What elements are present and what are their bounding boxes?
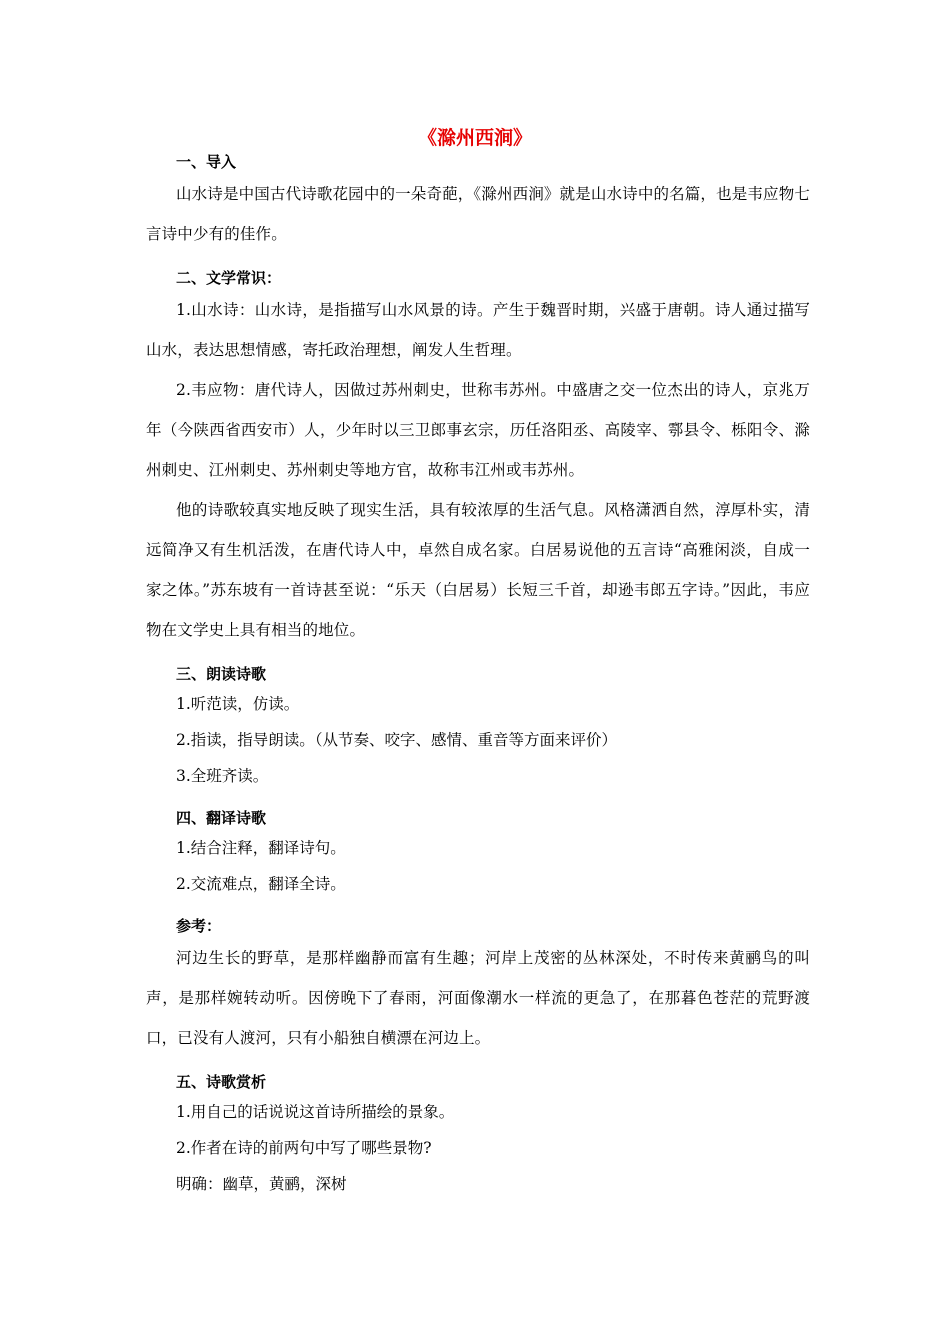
paragraph-intro: 山水诗是中国古代诗歌花园中的一朵奇葩，《滁州西涧》就是山水诗中的名篇，也是韦应物七言诗中少有的佳作。 (146, 185, 810, 243)
list-item: 1.用自己的话说说这首诗所描绘的景象。 (176, 1103, 455, 1121)
section-heading-literature: 二、文学常识： (176, 269, 282, 287)
list-item: 2.作者在诗的前两句中写了哪些景物? (176, 1139, 432, 1157)
section-heading-intro: 一、导入 (176, 153, 237, 171)
paragraph-reference: 河边生长的野草，是那样幽静而富有生趣；河岸上茂密的丛林深处，不时传来黄鹂鸟的叫声，是那样婉转动听。因傍晚下了春雨，河面像潮水一样流的更急了，在那暮色苍茫的荒野渡口，已没有人渡河，只有小船独自横漂在河边上。 (146, 949, 810, 1047)
section-heading-translation: 四、翻译诗歌 (176, 809, 267, 827)
reference-heading: 参考： (176, 917, 222, 935)
list-item: 1.结合注释，翻译诗句。 (176, 839, 346, 857)
list-item: 2.指读，指导朗读。（从节奏、咬字、感情、重音等方面来评价） (176, 731, 618, 749)
section-heading-appreciation: 五、诗歌赏析 (176, 1073, 267, 1091)
list-item: 明确：幽草，黄鹂，深树 (176, 1175, 347, 1193)
list-item: 3.全班齐读。 (176, 767, 269, 785)
section-heading-reading: 三、朗读诗歌 (176, 665, 267, 683)
list-item: 1.听范读，仿读。 (176, 695, 300, 713)
paragraph-poetry-style: 他的诗歌较真实地反映了现实生活，具有较浓厚的生活气息。风格潇洒自然，淳厚朴实，清远简净又有生机活泼，在唐代诗人中，卓然自成名家。白居易说他的五言诗“高雅闲淡，自成一家之体。”苏东坡有一首诗甚至说：“乐天（白居易）长短三千首，却逊韦郎五字诗。”因此，韦应物在文学史上具有相当的地位。 (146, 501, 810, 639)
document-title: 《滁州西涧》 (417, 127, 532, 149)
paragraph-wei-yingwu: 2.韦应物：唐代诗人，因做过苏州刺史，世称韦苏州。中盛唐之交一位杰出的诗人，京兆万年（今陕西省西安市）人，少年时以三卫郎事玄宗，历任洛阳丞、高陵宰、鄠县令、栎阳令、滁州刺史、江州刺史、苏州刺史等地方官，故称韦江州或韦苏州。 (146, 381, 810, 479)
paragraph-landscape-poetry: 1.山水诗：山水诗，是指描写山水风景的诗。产生于魏晋时期，兴盛于唐朝。诗人通过描写山水，表达思想情感，寄托政治理想，阐发人生哲理。 (146, 301, 810, 359)
document-body (146, 150, 810, 1202)
list-item: 2.交流难点，翻译全诗。 (176, 875, 346, 893)
